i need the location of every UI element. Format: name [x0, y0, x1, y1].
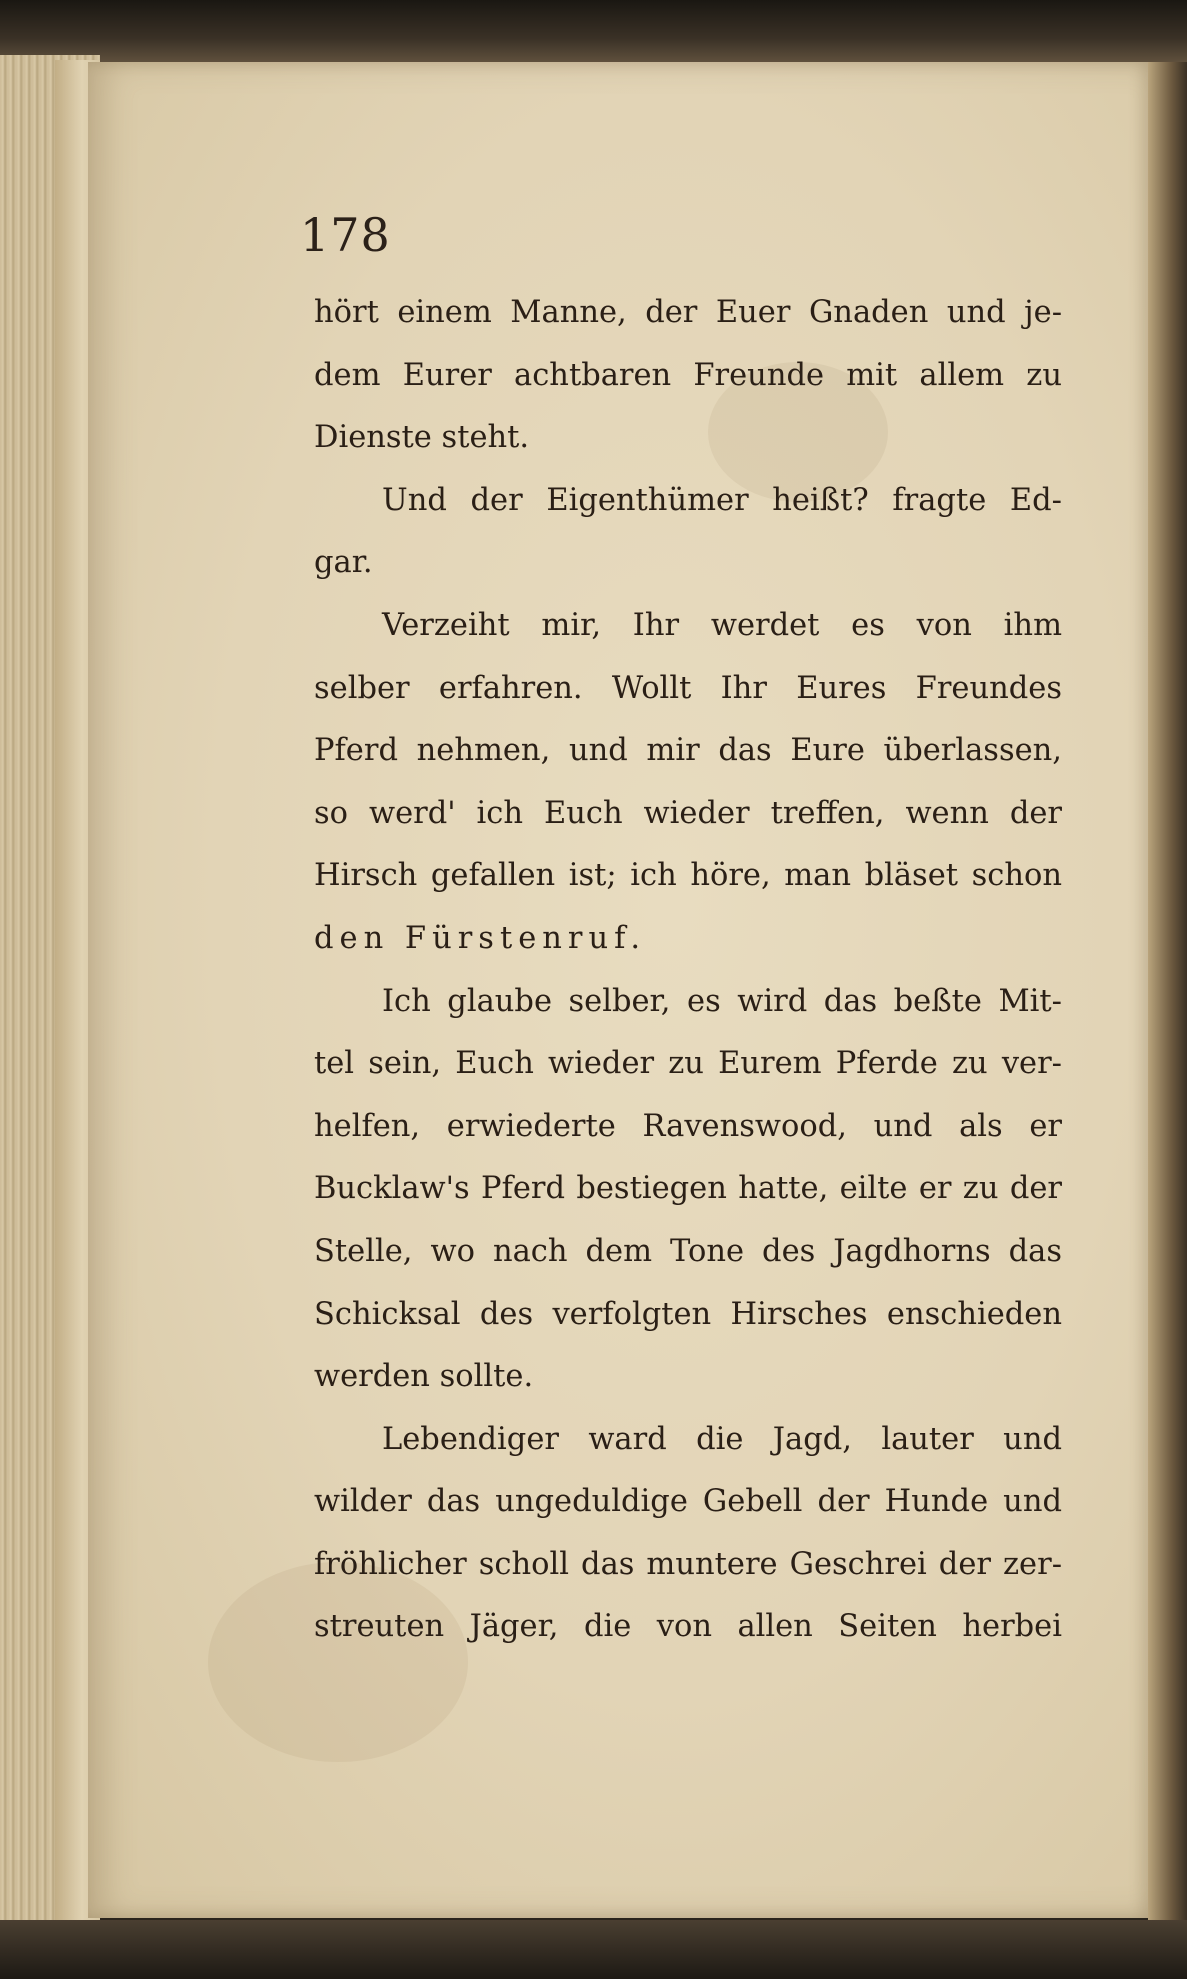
- text-line: Verzeiht mir, Ihr werdet es von ihm: [382, 607, 1062, 643]
- text-line: Dienste steht.: [314, 420, 530, 456]
- body-text: [314, 282, 1062, 1659]
- text-line: Bucklaw's Pferd bestiegen hatte, eilte er zu der: [314, 1171, 1062, 1207]
- text-line: Ich glaube selber, es wird das beßte Mit-: [382, 983, 1062, 1019]
- page-number: 178: [300, 208, 391, 262]
- text-line: helfen, erwiederte Ravenswood, und als er: [314, 1108, 1062, 1144]
- book-bottom-edge: [0, 1920, 1187, 1979]
- text-line: wilder das ungeduldige Gebell der Hunde und: [314, 1484, 1062, 1520]
- text-line: dem Eurer achtbaren Freunde mit allem zu: [314, 357, 1062, 393]
- text-line: hört einem Manne, der Euer Gnaden und je-: [314, 295, 1062, 330]
- text-line: tel sein, Euch wieder zu Eurem Pferde zu ver-: [314, 1046, 1062, 1082]
- text-line: den Fürstenruf.: [314, 920, 647, 956]
- text-line: streuten Jäger, die von allen Seiten herbei: [314, 1609, 1062, 1645]
- book-right-edge: [1148, 62, 1187, 1922]
- text-line: fröhlicher scholl das muntere Geschrei der zer-: [314, 1546, 1062, 1582]
- text-line: Hirsch gefallen ist; ich höre, man bläset schon: [314, 858, 1062, 894]
- text-line: Lebendiger ward die Jagd, lauter und: [382, 1421, 1062, 1457]
- text-line: so werd' ich Euch wieder treffen, wenn der: [314, 795, 1062, 831]
- book-top-edge: [0, 0, 1187, 70]
- text-line: Und der Eigenthümer heißt? fragte Ed-: [382, 482, 1062, 518]
- text-line: gar.: [314, 545, 373, 581]
- text-line: selber erfahren. Wollt Ihr Eures Freundes: [314, 670, 1062, 706]
- text-line: Stelle, wo nach dem Tone des Jagdhorns das: [314, 1233, 1062, 1269]
- text-line: werden sollte.: [314, 1359, 534, 1395]
- text-line: Pferd nehmen, und mir das Eure überlassen,: [314, 733, 1062, 769]
- text-line: Schicksal des verfolgten Hirsches enschieden: [314, 1296, 1062, 1332]
